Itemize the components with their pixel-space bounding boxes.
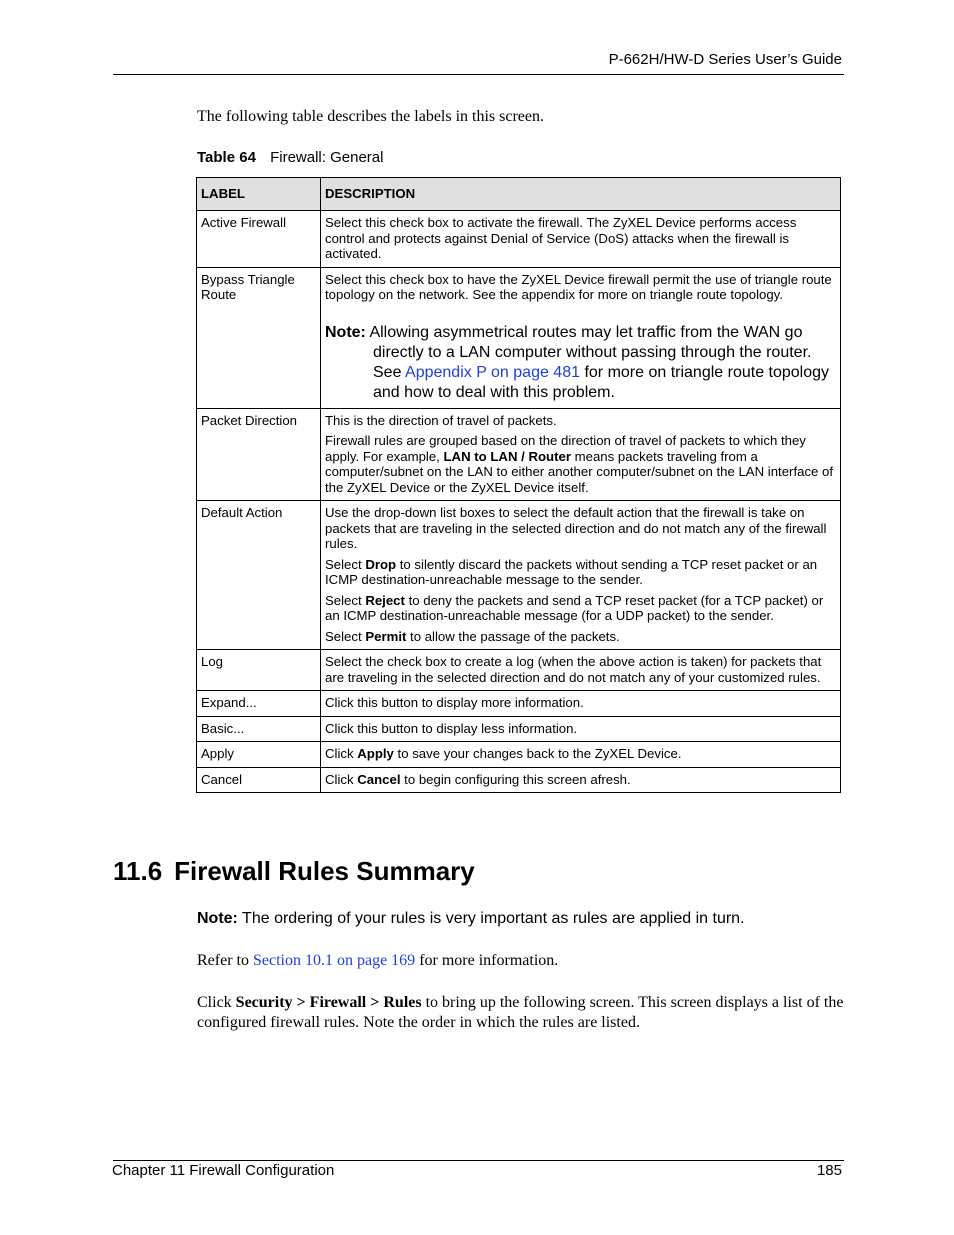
table-row [197,716,841,742]
description-text [325,433,836,495]
section-link[interactable]: Section 10.1 on page 169 [252,952,416,969]
bold-term: LAN to LAN / Router [443,448,571,464]
row-description: Click this button to display more information. [321,691,841,717]
description-text [325,593,836,624]
description-text: Use the drop-down list boxes to select the default action that the firewall is take on packets that are traveling in the selected direction and do not match any of the firewall rules. [325,505,827,551]
text: for more information. [415,952,559,969]
row-description: Select the check box to create a log (when the above action is taken) for packets that are traveling in the selected direction and do not match any of your customized rules. [321,650,841,691]
table-row [197,267,841,408]
row-description [321,742,841,768]
bold-term: Permit [365,628,407,644]
footer-chapter: Chapter 11 Firewall Configuration [112,1162,335,1179]
row-label: Basic... [197,716,321,742]
row-label: Apply [197,742,321,768]
text: to begin configuring this screen afresh. [400,771,631,787]
text: Select [325,592,366,608]
column-header-label: LABEL [197,178,321,211]
note-label: Note: [197,910,238,927]
section-number: 11.6 [113,856,163,886]
table-row [197,742,841,768]
row-description: Click this button to display less information. [321,716,841,742]
footer-rule [113,1160,844,1161]
bold-term: Reject [365,592,405,608]
row-description [321,267,841,408]
text: Click [325,771,358,787]
guide-title: P-662H/HW-D Series User’s Guide [608,51,842,68]
table-row [197,650,841,691]
text: to save your changes back to the ZyXEL Device. [393,746,682,761]
text: Firewall rules are grouped based on the direction of travel of packets to which they apply. For example, [325,433,806,464]
bold-term: Apply [357,746,394,761]
text: to allow the passage of the packets. [406,628,620,644]
note-label: Note: [325,323,366,341]
table-header-row [197,178,841,211]
menu-path: Security > Firewall > Rules [235,994,422,1011]
table-caption [197,149,383,166]
text: Select [325,628,366,644]
table-row [197,501,841,650]
note-text [325,323,836,403]
text: Refer to [197,952,253,969]
row-description [321,501,841,650]
text: Click [197,994,236,1011]
description-text [325,557,836,588]
description-text: This is the direction of travel of packets. [325,412,557,428]
text: means packets traveling from a computer/subnet on the LAN to either another computer/subnet on the LAN interface of the ZyXEL Device or the ZyXEL Device itself. [325,448,834,495]
page-number: 185 [816,1162,842,1179]
table-row [197,691,841,717]
table-title: Firewall: General [270,149,384,166]
section-heading [113,856,487,887]
instruction-paragraph [197,993,847,1033]
text: Click [325,746,358,761]
note-block [325,323,836,403]
row-label: Cancel [197,767,321,793]
description-text [325,629,836,645]
bold-term: Drop [365,556,397,572]
text: to silently discard the packets without sending a TCP reset packet or an ICMP destination-unreachable message to the sender. [325,556,818,587]
note-body-end: for more on triangle route topology and how to deal with this problem. [373,363,830,401]
label-description-table [196,177,841,793]
appendix-link[interactable]: Appendix P on page 481 [405,363,580,381]
note-body: Allowing asymmetrical routes may let traffic from the WAN go directly to a LAN computer without passing through the router. See [369,323,812,381]
table-number: Table 64 [197,149,256,166]
intro-text: The following table describes the labels in this screen. [197,108,545,125]
reference-paragraph [197,952,558,970]
bold-term: Cancel [357,771,401,787]
table-row [197,767,841,793]
description-text: Select this check box to have the ZyXEL Device firewall permit the use of triangle route topology on the network. See the appendix for more on triangle route topology. [325,271,832,302]
table-row [197,408,841,501]
row-description [321,767,841,793]
text: to bring up the following screen. This screen displays a list of the configured firewall rules. Note the order in which the rules are listed. [197,994,844,1031]
header-rule [113,74,844,75]
text: Select [325,556,366,572]
row-label: Default Action [197,501,321,650]
row-label: Active Firewall [197,211,321,268]
row-label: Packet Direction [197,408,321,501]
row-label: Log [197,650,321,691]
table-row [197,211,841,268]
text: to deny the packets and send a TCP reset packet (for a TCP packet) or an ICMP destination-unreachable message (for a UDP packet) to the sender. [325,592,824,623]
ordering-note [197,910,745,928]
note-body: The ordering of your rules is very important as rules are applied in turn. [237,910,745,927]
section-title: Firewall Rules Summary [174,856,475,886]
column-header-description: DESCRIPTION [321,178,841,211]
row-description: Select this check box to activate the firewall. The ZyXEL Device performs access control and protects against Denial of Service (DoS) attacks when the firewall is activated. [321,211,841,268]
row-label: Expand... [197,691,321,717]
row-description [321,408,841,501]
row-label: Bypass Triangle Route [197,267,321,408]
